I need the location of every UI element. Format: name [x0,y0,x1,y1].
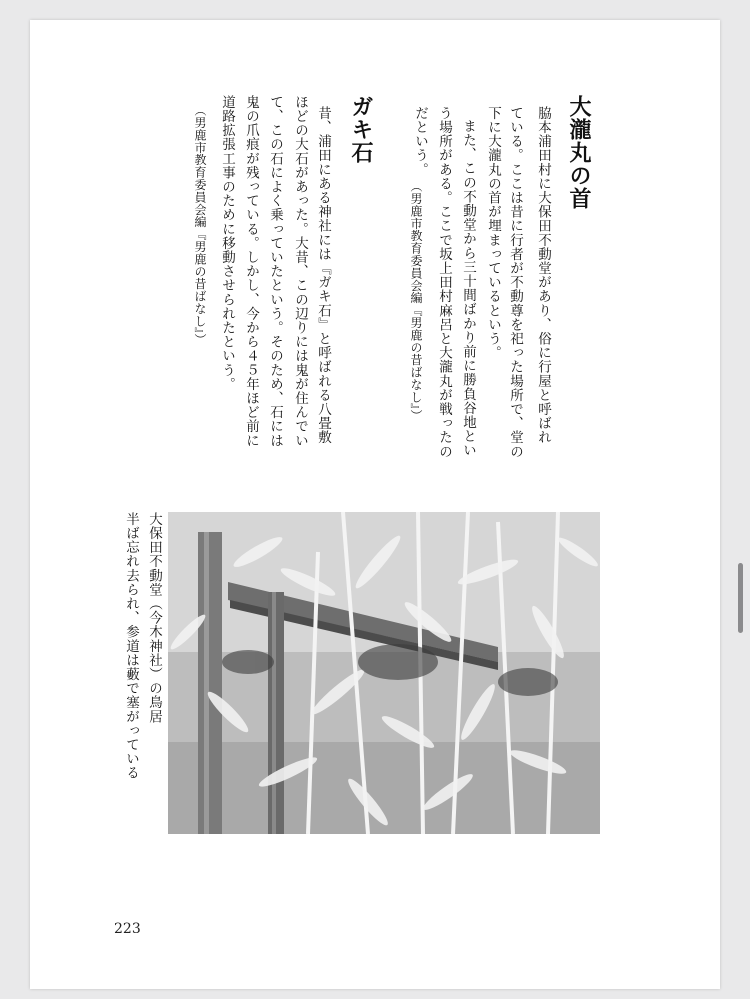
photo-caption-line: 半ば忘れ去られ、参道は藪で塞がっている [123,512,139,780]
section1-text-line: 下に大瀧丸の首が埋まっているという。 [485,106,501,360]
section2-text-line: 鬼の爪痕が残っている。しかし、今から４５年ほど前に [243,95,259,448]
section1-text-line: 脇本浦田村に大保田不動堂があり、俗に行屋と呼ばれ [535,106,551,445]
section1-text-line: う場所がある。ここで坂上田村麻呂と大瀧丸が戦ったの [436,106,452,459]
section2-citation: （男鹿市教育委員会編『男鹿の昔ばなし』） [193,104,207,346]
section1-citation: （男鹿市教育委員会編『男鹿の昔ばなし』） [409,180,423,422]
photo-caption-line: 大保田不動堂（今木神社）の鳥居 [146,512,162,724]
section2-text-line: 昔、浦田にある神社には『ガキ石』と呼ばれる八畳敷 [315,106,331,445]
section2-text-line: 道路拡張工事のために移動させられたという。 [219,95,235,392]
book-page [30,20,720,989]
section2-text-line: ほどの大石があった。大昔、この辺りには鬼が住んでい [292,95,308,448]
scrollbar-thumb[interactable] [738,563,743,633]
section2-text-line: て、この石によく乗っていたという。そのため、石には [267,95,283,448]
section-title-gakiishi: ガキ石 [348,95,373,164]
section-title-otakimaru: 大瀧丸の首 [566,95,591,210]
bamboo-torii-photo [168,512,600,834]
section1-text-line: また、この不動堂から三十間ばかり前に勝負谷地とい [460,119,476,458]
section1-text-line: ている。ここは昔に行者が不動尊を祀った場所で、堂の [507,106,523,459]
section1-text-line: だという。 [412,106,428,177]
page-number: 223 [114,921,141,937]
